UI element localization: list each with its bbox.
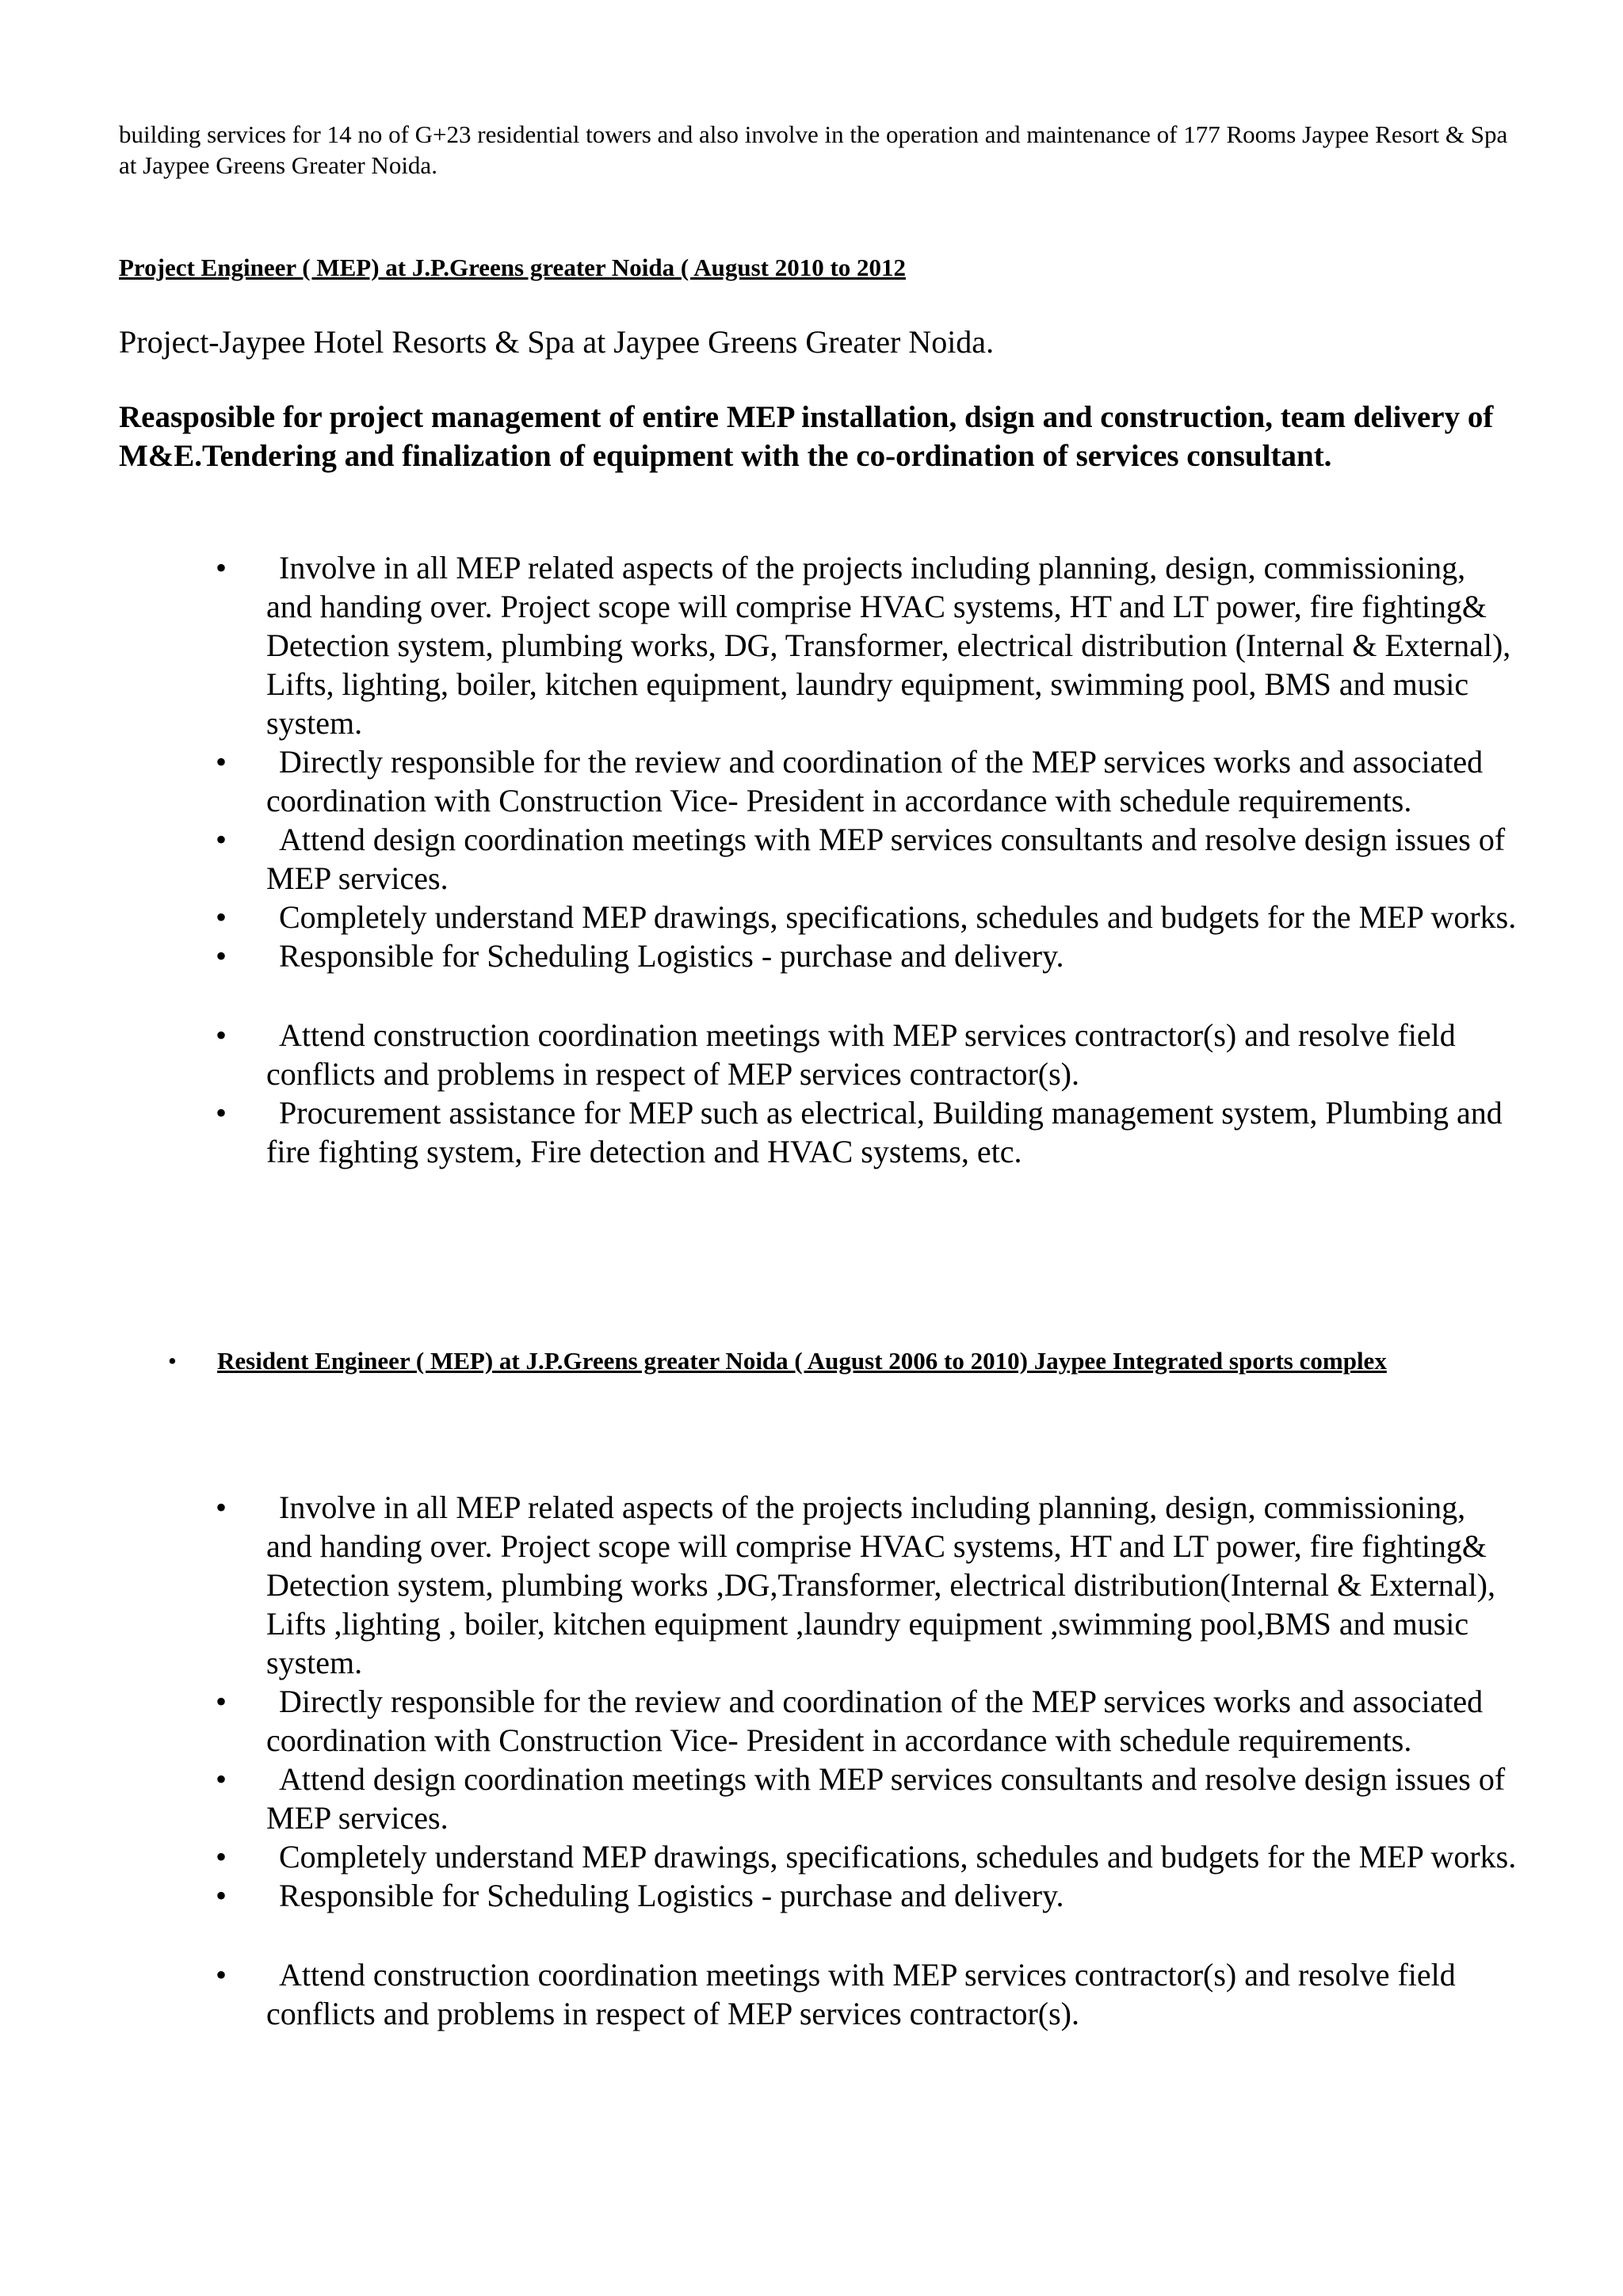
list-item bbox=[0, 1093, 1518, 1171]
section1-bullet-list bbox=[0, 548, 1518, 1171]
list-item bbox=[0, 1682, 1518, 1760]
bullet-icon: • bbox=[168, 1347, 177, 1375]
list-item-text: Responsible for Scheduling Logistics - purchase and delivery. bbox=[279, 938, 1064, 974]
list-item-text: Attend construction coordination meetings with MEP services contractor(s) and resolve field conflicts and problems in respect of MEP services contractor(s). bbox=[266, 1017, 1456, 1092]
list-item-text: Attend design coordination meetings with MEP services consultants and resolve design issues of MEP services. bbox=[266, 822, 1506, 896]
list-item bbox=[0, 1488, 1518, 1682]
bullet-icon: • bbox=[216, 1684, 227, 1719]
list-item bbox=[0, 820, 1518, 898]
section1-project-line: Project-Jaypee Hotel Resorts & Spa at Jaypee Greens Greater Noida. bbox=[119, 324, 995, 360]
bullet-icon: • bbox=[216, 550, 227, 585]
list-item-text: Completely understand MEP drawings, specifications, schedules and budgets for the MEP works. bbox=[279, 899, 1517, 935]
list-item-text: Attend design coordination meetings with MEP services consultants and resolve design issues of MEP services. bbox=[266, 1761, 1506, 1836]
list-item bbox=[0, 898, 1518, 936]
list-item-text: Responsible for Scheduling Logistics - purchase and delivery. bbox=[279, 1878, 1064, 1913]
list-item-text: Completely understand MEP drawings, specifications, schedules and budgets for the MEP works. bbox=[279, 1839, 1517, 1875]
bullet-icon: • bbox=[216, 1957, 227, 1993]
list-item-text: Involve in all MEP related aspects of the projects including planning, design, commissioning, and handing over. Project scope will comprise HVAC systems, HT and LT power, fire fighting& Detection system, plumbing works ,DG,Transformer, electrical distribution(Internal & External), Lifts ,lighting , boiler, kitchen equipment ,laundry equipment ,swimming pool,BMS and music system. bbox=[266, 1489, 1495, 1680]
section1-responsibility: Reasposible for project management of entire MEP installation, dsign and construction, team delivery of M&E.Tendering and finalization of equipment with the co-ordination of services consultant. bbox=[119, 400, 1494, 473]
bullet-icon: • bbox=[216, 1017, 227, 1053]
bullet-icon: • bbox=[216, 1095, 227, 1131]
bullet-icon: • bbox=[216, 822, 227, 857]
section2-bullet-list bbox=[0, 1488, 1518, 2033]
list-item bbox=[0, 1016, 1518, 1093]
list-item bbox=[0, 1760, 1518, 1837]
list-item-text: Procurement assistance for MEP such as electrical, Building management system, Plumbing and fire fighting system, Fire detection and HVAC systems, etc. bbox=[266, 1095, 1503, 1169]
list-item bbox=[0, 742, 1518, 820]
list-item bbox=[0, 1837, 1518, 1876]
list-item-text: Attend construction coordination meetings with MEP services contractor(s) and resolve field conflicts and problems in respect of MEP services contractor(s). bbox=[266, 1957, 1456, 2031]
section2-heading: Resident Engineer ( MEP) at J.P.Greens greater Noida ( August 2006 to 2010) Jaypee Integrated sports complex bbox=[217, 1347, 1387, 1375]
bullet-icon: • bbox=[216, 938, 227, 974]
list-item-text: Involve in all MEP related aspects of the projects including planning, design, commissioning, and handing over. Project scope will comprise HVAC systems, HT and LT power, fire fighting& Detection system, plumbing works, DG, Transformer, electrical distribution (Internal & External), Lifts, lighting, boiler, kitchen equipment, laundry equipment, swimming pool, BMS and music system. bbox=[266, 550, 1511, 741]
list-item bbox=[0, 1876, 1518, 1915]
bullet-icon: • bbox=[216, 1761, 227, 1797]
list-item bbox=[0, 936, 1518, 975]
section1-heading: Project Engineer ( MEP) at J.P.Greens greater Noida ( August 2010 to 2012 bbox=[119, 254, 907, 281]
bullet-icon: • bbox=[216, 1878, 227, 1913]
bullet-icon: • bbox=[216, 1839, 227, 1875]
list-item bbox=[0, 548, 1518, 742]
bullet-icon: • bbox=[216, 899, 227, 935]
bullet-icon: • bbox=[216, 744, 227, 780]
bullet-icon: • bbox=[216, 1489, 227, 1525]
list-item-text: Directly responsible for the review and coordination of the MEP services works and associated coordination with Construction Vice- President in accordance with schedule requirements. bbox=[266, 744, 1484, 818]
list-item-text: Directly responsible for the review and coordination of the MEP services works and associated coordination with Construction Vice- President in accordance with schedule requirements. bbox=[266, 1684, 1484, 1758]
intro-paragraph: building services for 14 no of G+23 residential towers and also involve in the operation and maintenance of 177 Rooms Jaypee Resort & Spa at Jaypee Greens Greater Noida. bbox=[119, 120, 1508, 179]
list-item bbox=[0, 1955, 1518, 2033]
